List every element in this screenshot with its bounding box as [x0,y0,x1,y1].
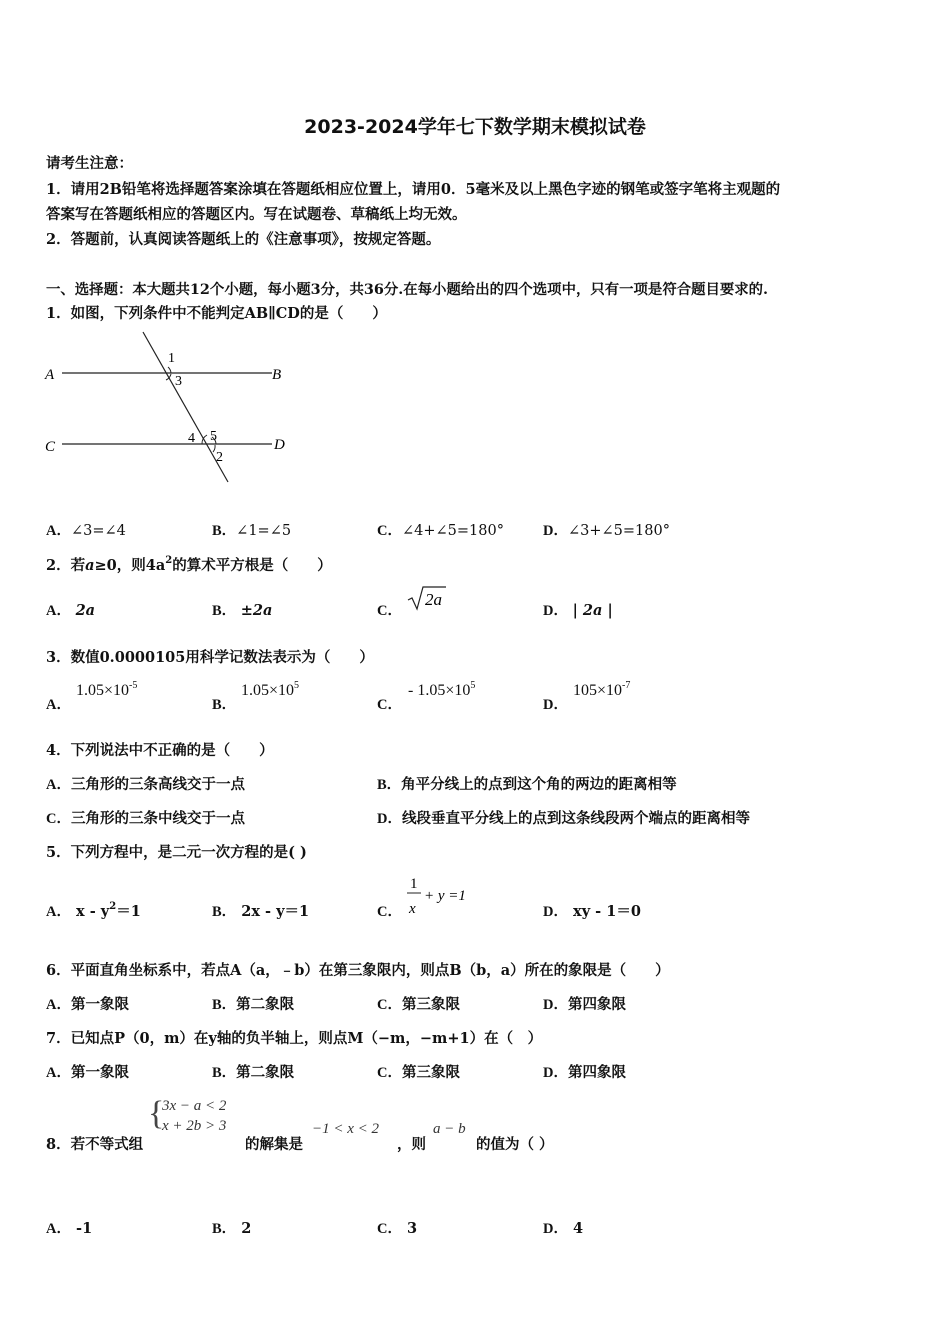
q7-option-b[interactable]: B．第二象限 [212,1064,295,1081]
q6-option-a[interactable]: A．第一象限 [46,996,129,1013]
q3-option-c-value: - $1.05\times 10^5$ [408,680,476,699]
q6-stem: 6．平面直角坐标系中，若点A（a，﹣b）在第三象限内，则点B（b，a）所在的象限是（ ） [46,962,670,979]
q5-option-a[interactable]: A． $x - y^2=1$ [46,901,141,920]
q5-stem: 5．下列方程中，是二元一次方程的是( ) [46,844,307,861]
label-angle-1: 1 [168,351,175,366]
q8-option-d[interactable]: D． 4 [543,1220,584,1237]
q3-option-a-label[interactable]: A． [46,697,71,713]
q7-stem: 7．已知点P（0，m）在y轴的负半轴上，则点M（−m，−m+1）在（ ） [46,1030,543,1047]
q1-option-a[interactable]: A．∠3=∠4 [46,523,126,539]
q5-fraction [404,873,484,923]
label-angle-2: 2 [216,450,223,465]
notice-line1b: 答案写在答题纸相应的答题区内。写在试题卷、草稿纸上均无效。 [46,206,467,223]
q4-option-b[interactable]: B．角平分线上的点到这个角的两边的距离相等 [377,776,677,793]
solution-range: −1 < x < 2 [312,1121,380,1137]
q4-option-d[interactable]: D．线段垂直平分线上的点到这条线段两个端点的距离相等 [377,810,750,827]
expression-a-minus-b: a − b [433,1121,466,1137]
q3-option-b-label[interactable]: B． [212,697,237,713]
q1-option-b[interactable]: B．∠1=∠5 [212,523,292,539]
q3-option-d-label[interactable]: D． [543,697,568,713]
q6-option-b[interactable]: B．第二象限 [212,996,295,1013]
q8-option-b[interactable]: B． 2 [212,1220,252,1237]
q3-option-c-label[interactable]: C． [377,697,402,713]
label-angle-3: 3 [175,374,182,389]
page-title: 2023-2024学年七下数学期末模拟试卷 [304,116,646,138]
q4-option-c[interactable]: C．三角形的三条中线交于一点 [46,810,245,827]
label-C: C [45,439,56,455]
label-B: B [272,367,282,383]
label-angle-4: 4 [188,431,195,446]
q3-stem: 3．数值0.0000105用科学记数法表示为（ ） [46,649,374,666]
q1-option-d[interactable]: D．∠3+∠5=180° [543,523,670,539]
q8-stem-mid1: 的解集是 [245,1136,303,1153]
q8-stem-mid2: ，则 [397,1136,426,1153]
q7-option-c[interactable]: C．第三象限 [377,1064,460,1081]
q5-option-c-label[interactable]: C． [377,904,402,920]
q3-option-d-value: $105\times 10^{-7}$ [573,680,631,699]
label-D: D [274,437,285,453]
system-eq1: 3x − a < 2 [162,1098,227,1114]
q2-stem: 2．若a≥0，则$4a^2$的算术平方根是（ ） [46,555,332,574]
q1-option-c[interactable]: C．∠4+∠5=180° [377,523,504,539]
fraction-rest: + y =1 [424,888,466,904]
q8-option-c[interactable]: C． 3 [377,1220,418,1237]
q6-option-c[interactable]: C．第三象限 [377,996,460,1013]
label-angle-5: 5 [210,429,217,444]
q2-option-d[interactable]: D． | 2a | [543,602,613,619]
q5-option-b[interactable]: B． 2x - y＝1 [212,903,310,920]
q4-option-a[interactable]: A．三角形的三条高线交于一点 [46,776,245,793]
q1-figure [40,328,300,488]
q8-option-a[interactable]: A． -1 [46,1220,93,1237]
q5-option-d[interactable]: D． xy - 1＝0 [543,903,641,920]
q1-stem: 1．如图，下列条件中不能判定AB∥CD的是（ ） [46,305,387,322]
q8-stem-post: 的值为（ ） [476,1136,554,1153]
q6-option-d[interactable]: D．第四象限 [543,996,626,1013]
fraction-numerator: 1 [410,876,418,892]
notice-heading: 请考生注意： [46,155,133,172]
notice-line2: 2．答题前，认真阅读答题纸上的《注意事项》，按规定答题。 [46,231,441,248]
q4-stem: 4．下列说法中不正确的是（ ） [46,742,274,759]
q2-option-b[interactable]: B． ±2a [212,602,273,619]
label-A: A [45,367,55,383]
q2-option-a[interactable]: A． 2a [46,602,96,619]
sqrt-sign [406,585,448,611]
q8-stem-pre: 8．若不等式组 [46,1136,144,1153]
q3-option-b-value: $1.05\times 10^5$ [241,680,300,699]
q7-option-a[interactable]: A．第一象限 [46,1064,129,1081]
q2-option-c[interactable]: C． [377,603,402,619]
q3-option-a-value: $1.05\times 10^{-5}$ [76,680,138,699]
sqrt-radicand: 2a [425,590,442,609]
fraction-denominator: x [409,901,416,917]
angle-arc-2 [213,445,215,452]
notice-line1a: 1．请用2B铅笔将选择题答案涂填在答题纸相应位置上，请用0．5毫米及以上黑色字迹的钢笔或签字笔将主观题的 [46,181,781,198]
system-eq2: x + 2b > 3 [162,1118,227,1134]
system-brace: { [148,1095,165,1132]
angle-arc-1 [168,367,171,373]
q7-option-d[interactable]: D．第四象限 [543,1064,626,1081]
section-heading: 一、选择题：本大题共12个小题，每小题3分，共36分.在每小题给出的四个选项中，只有一项是符合题目要求的. [46,281,769,298]
